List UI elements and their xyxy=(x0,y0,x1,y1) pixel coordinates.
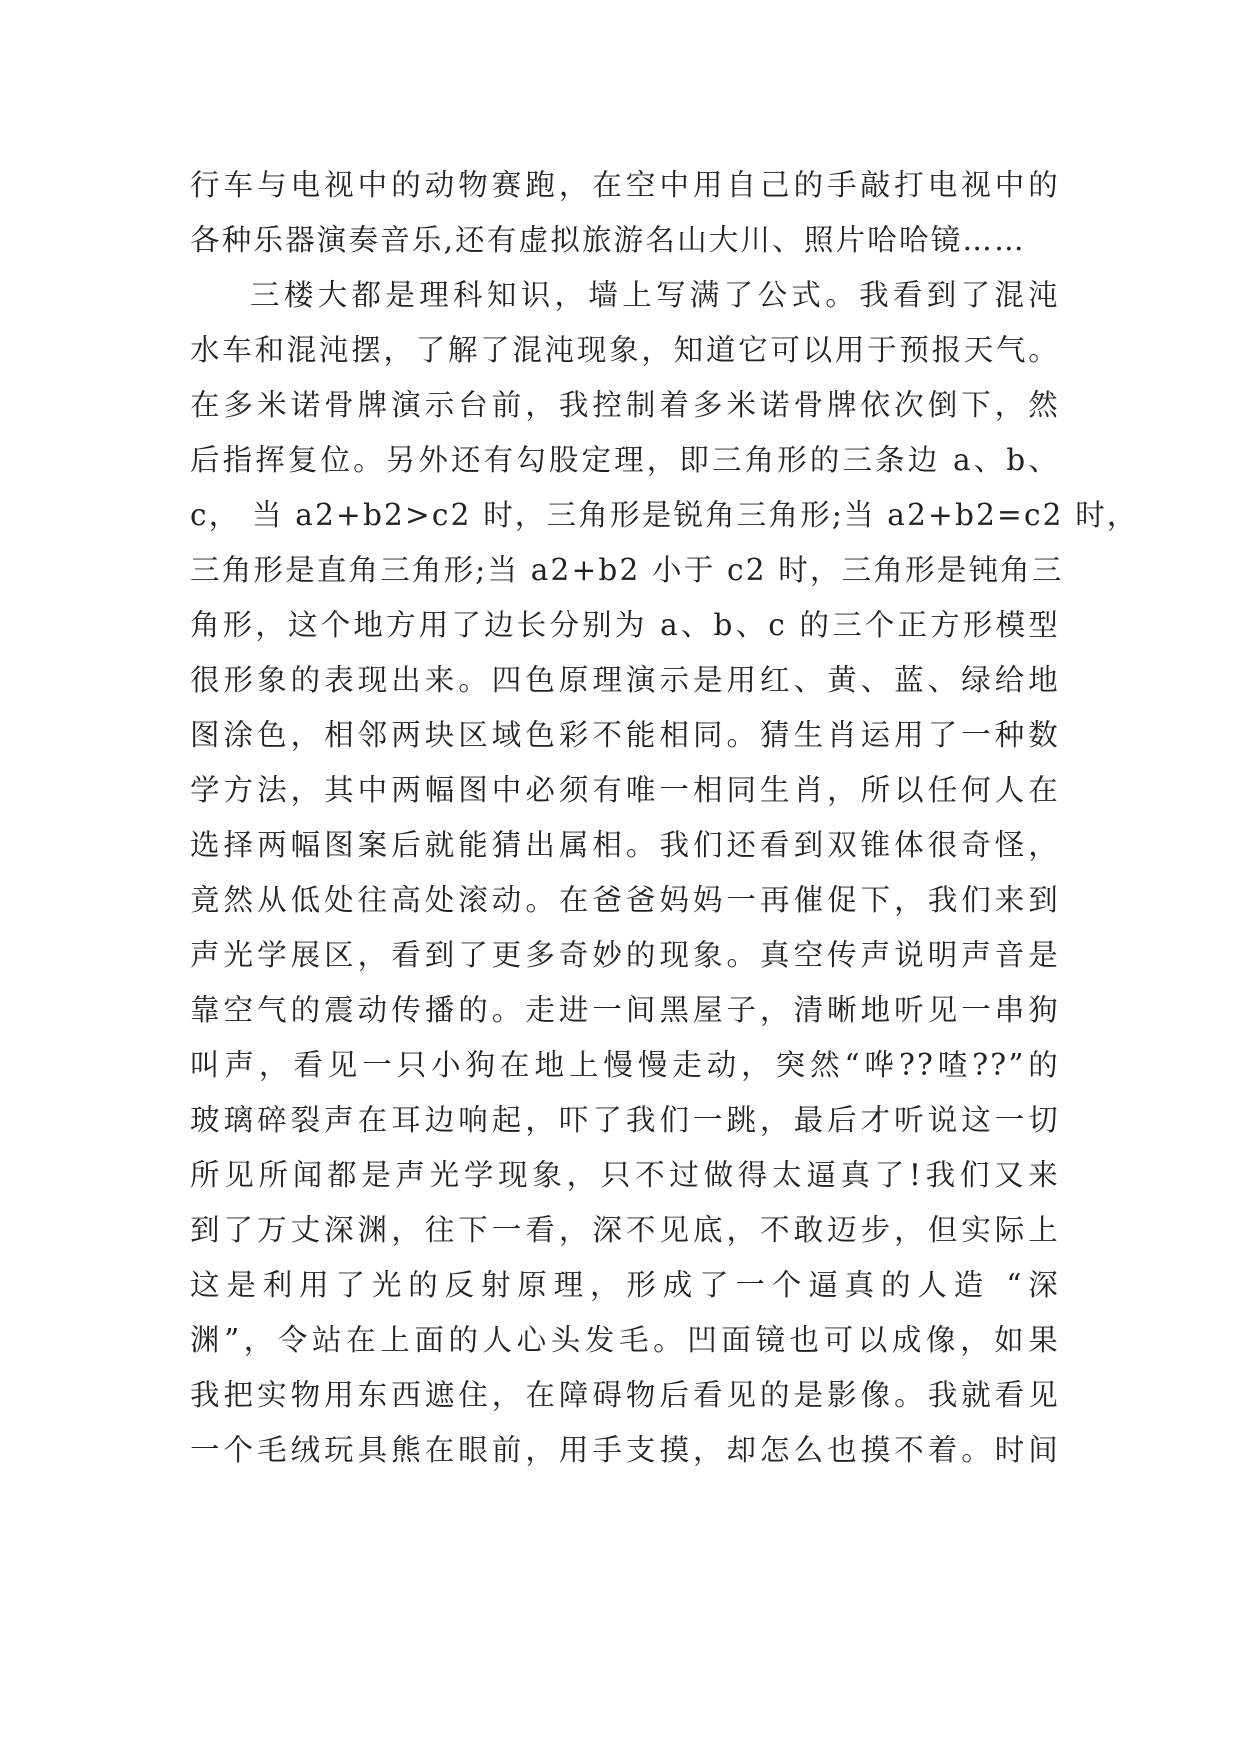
text-line: 选择两幅图案后就能猜出属相。我们还看到双锥体很奇怪， xyxy=(190,828,1060,862)
text-line: 叫声，看见一只小狗在地上慢慢走动，突然“哗??喳??”的 xyxy=(190,1048,1060,1082)
text-line: c， 当 a2+b2>c2 时，三角形是锐角三角形;当 a2+b2=c2 时， xyxy=(190,498,1139,532)
text-line: 行车与电视中的动物赛跑，在空中用自己的手敲打电视中的 xyxy=(190,168,1060,202)
text-line: 一个毛绒玩具熊在眼前，用手支摸，却怎么也摸不着。时间 xyxy=(190,1433,1060,1467)
text-line: 竟然从低处往高处滚动。在爸爸妈妈一再催促下，我们来到 xyxy=(190,883,1060,917)
paragraph-first-line: 三楼大都是理科知识，墙上写满了公式。我看到了混沌 xyxy=(250,278,1060,312)
text-line: 这是利用了光的反射原理，形成了一个逼真的人造 “深 xyxy=(190,1268,1060,1302)
text-line: 玻璃碎裂声在耳边响起，吓了我们一跳，最后才听说这一切 xyxy=(190,1103,1060,1137)
text-line: 靠空气的震动传播的。走进一间黑屋子，清晰地听见一串狗 xyxy=(190,993,1060,1027)
text-line: 水车和混沌摆，了解了混沌现象，知道它可以用于预报天气。 xyxy=(190,333,1060,367)
text-line: 后指挥复位。另外还有勾股定理，即三角形的三条边 a、b、 xyxy=(190,443,1060,477)
body-text xyxy=(190,158,1139,1478)
text-line: 我把实物用东西遮住，在障碍物后看见的是影像。我就看见 xyxy=(190,1378,1060,1412)
text-line: 到了万丈深渊，往下一看，深不见底，不敢迈步，但实际上 xyxy=(190,1213,1060,1247)
text-line: 图涂色，相邻两块区域色彩不能相同。猜生肖运用了一种数 xyxy=(190,718,1060,752)
text-line: 角形，这个地方用了边长分别为 a、b、c 的三个正方形模型 xyxy=(190,608,1060,642)
text-line: 声光学展区，看到了更多奇妙的现象。真空传声说明声音是 xyxy=(190,938,1060,972)
text-line: 学方法，其中两幅图中必须有唯一相同生肖，所以任何人在 xyxy=(190,773,1060,807)
text-line: 三角形是直角三角形;当 a2+b2 小于 c2 时，三角形是钝角三 xyxy=(190,553,1064,587)
text-line: 所见所闻都是声光学现象，只不过做得太逼真了!我们又来 xyxy=(190,1158,1060,1192)
text-line: 在多米诺骨牌演示台前，我控制着多米诺骨牌依次倒下，然 xyxy=(190,388,1060,422)
text-line: 很形象的表现出来。四色原理演示是用红、黄、蓝、绿给地 xyxy=(190,663,1060,697)
text-line: 各种乐器演奏音乐,还有虚拟旅游名山大川、照片哈哈镜…… xyxy=(190,223,1026,257)
text-line: 渊”，令站在上面的人心头发毛。凹面镜也可以成像，如果 xyxy=(190,1323,1060,1357)
